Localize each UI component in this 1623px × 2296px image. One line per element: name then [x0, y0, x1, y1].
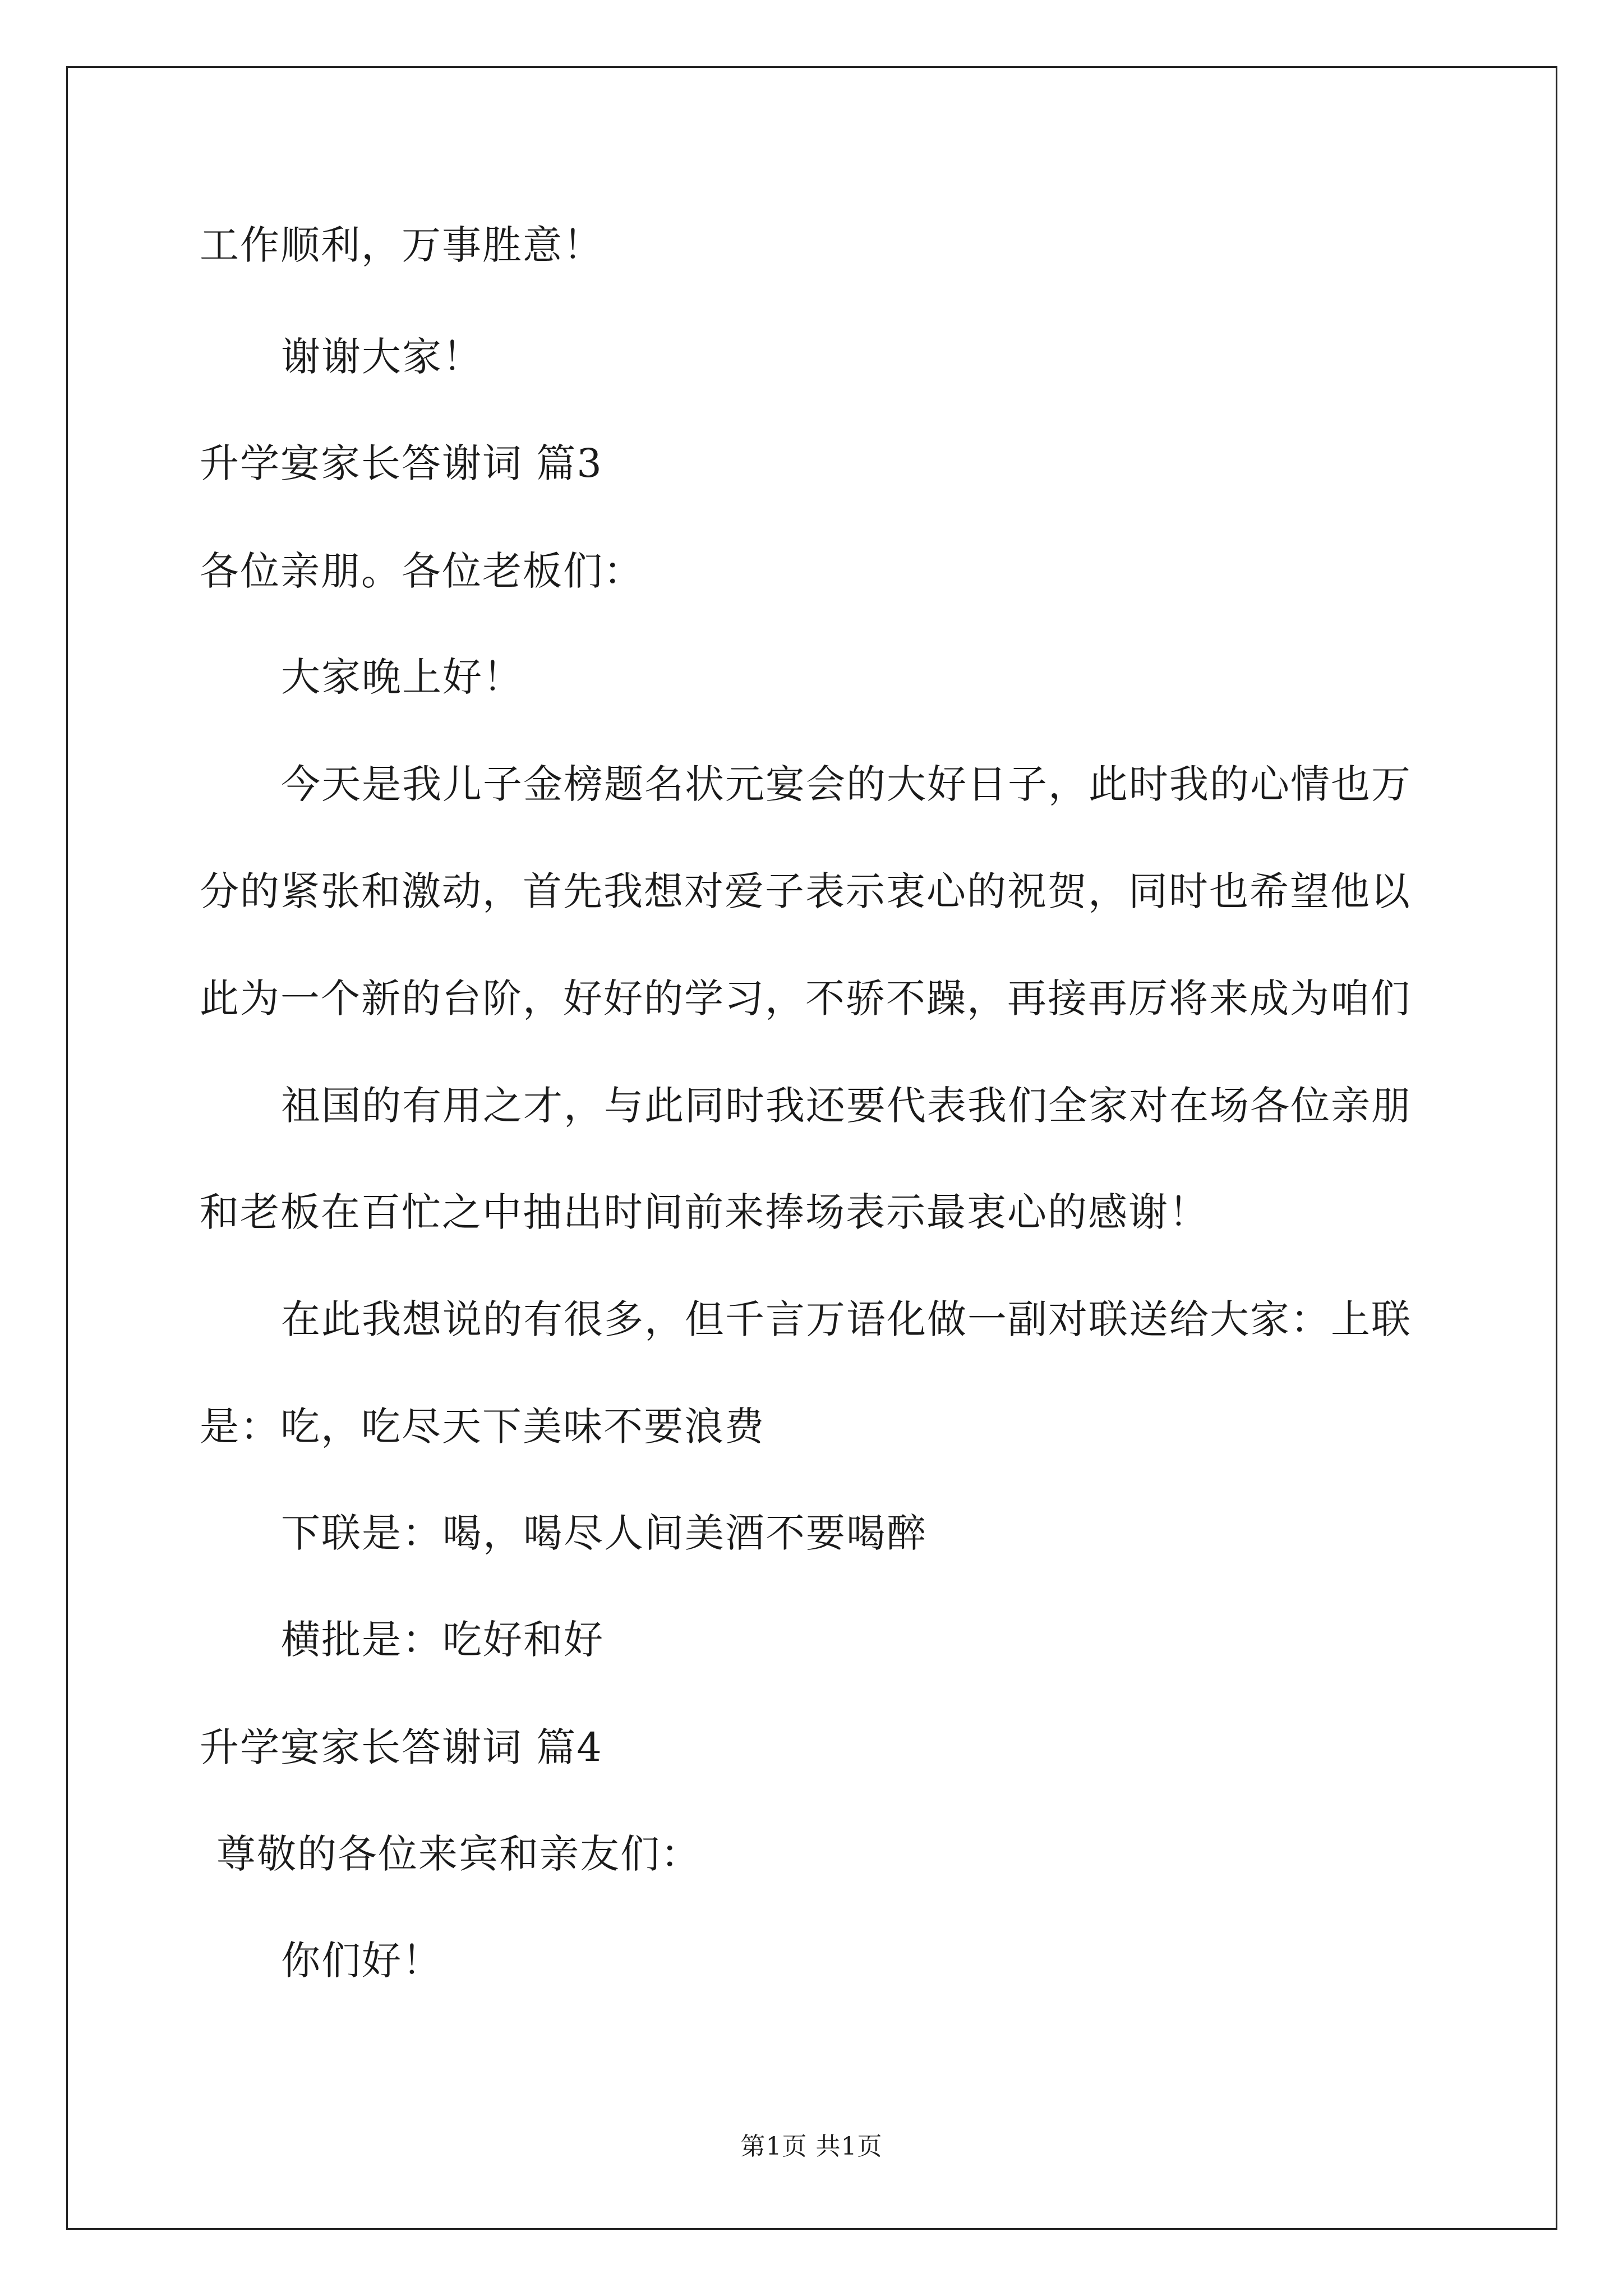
paragraph-line: 祖国的有用之才，与此同时我还要代表我们全家对在场各位亲朋 — [281, 1083, 1412, 1129]
page-footer: 第1页 共1页 — [740, 2132, 883, 2161]
section-heading: 升学宴家长答谢词 篇4 — [200, 1724, 603, 1770]
paragraph-line: 尊敬的各位来宾和亲友们： — [216, 1831, 701, 1877]
section-heading: 升学宴家长答谢词 篇3 — [200, 440, 603, 486]
paragraph-line: 你们好！ — [281, 1938, 442, 1984]
paragraph-line: 此为一个新的台阶，好好的学习，不骄不躁，再接再厉将来成为咱们 — [200, 976, 1411, 1022]
paragraph-line: 分的紧张和激动，首先我想对爱子表示衷心的祝贺，同时也希望他以 — [200, 868, 1411, 914]
paragraph-line: 今天是我儿子金榜题名状元宴会的大好日子，此时我的心情也万 — [281, 761, 1412, 807]
paragraph-line: 工作顺利，万事胜意！ — [200, 222, 603, 268]
paragraph-line: 下联是：喝，喝尽人间美酒不要喝醉 — [281, 1510, 927, 1556]
page-border — [66, 66, 1557, 2230]
paragraph-line: 大家晚上好！ — [281, 654, 523, 700]
paragraph-line: 谢谢大家！ — [281, 334, 483, 380]
paragraph-line: 各位亲朋。各位老板们： — [200, 548, 644, 594]
paragraph-line: 在此我想说的有很多，但千言万语化做一副对联送给大家：上联 — [281, 1296, 1412, 1342]
paragraph-line: 是：吃，吃尽天下美味不要浪费 — [200, 1404, 765, 1450]
paragraph-line: 横批是：吃好和好 — [281, 1617, 604, 1663]
paragraph-line: 和老板在百忙之中抽出时间前来捧场表示最衷心的感谢！ — [200, 1189, 1209, 1235]
